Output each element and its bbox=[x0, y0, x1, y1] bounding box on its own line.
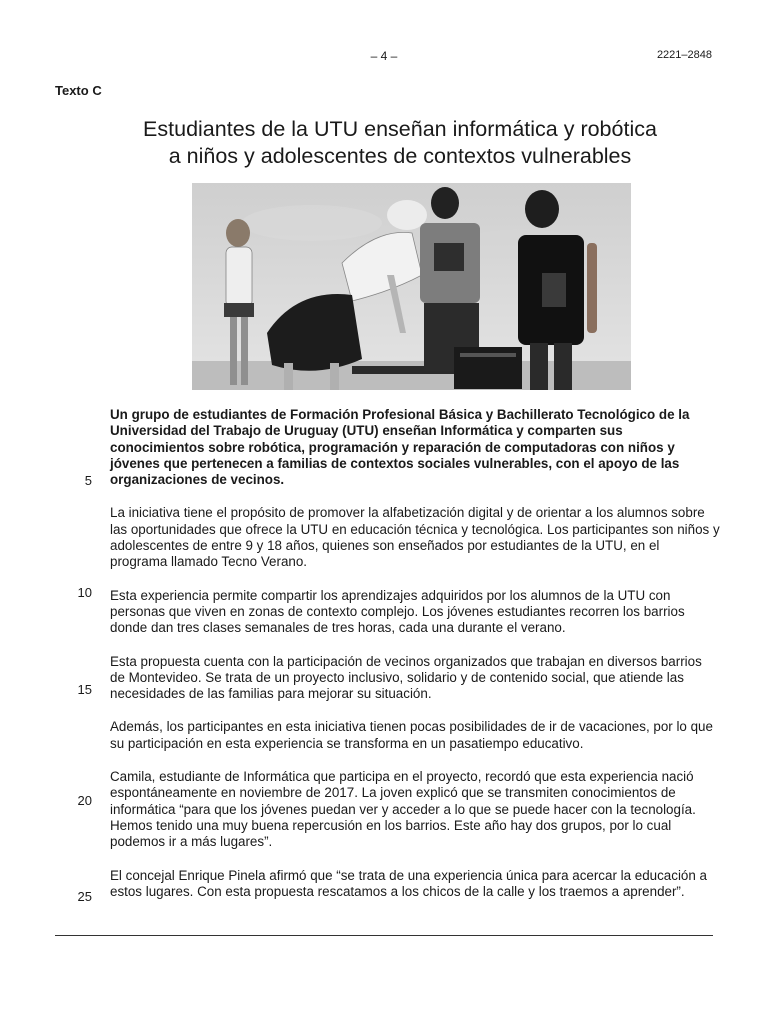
paragraph-2: Esta experiencia permite compartir los aprendizajes adquiridos por los alumnos de la UTU con personas que viven en zonas de contexto complejo. Los jóvenes estudiantes recorren los barrios donde dan tres clases semanales de tres horas, cada una durante el verano. bbox=[110, 587, 685, 636]
page-number: – 4 – bbox=[370, 49, 398, 63]
paragraph-4: Además, los participantes en esta iniciativa tienen pocas posibilidades de ir de vacaciones, por lo que su participación en esta experiencia se transforma en un pasatiempo educativo. bbox=[110, 719, 713, 751]
footer-rule bbox=[55, 935, 713, 936]
paragraph-3: Esta propuesta cuenta con la participación de vecinos organizados que trabajan en diversos barrios de Montevideo. Se trata de un proyecto inclusivo, solidario y de contenido social, que atiende las necesidades de las familias para mejorar su situación. bbox=[110, 653, 702, 702]
line-number-5: 5 bbox=[84, 473, 92, 488]
article-body bbox=[110, 407, 720, 917]
section-label: Texto C bbox=[55, 83, 102, 98]
lead-paragraph: Un grupo de estudiantes de Formación Profesional Básica y Bachillerato Tecnológico de la Universidad del Trabajo de Uruguay (UTU) enseñan Informática y comparten sus conocimientos sobre robótica, programación y reparación de computadoras con niños y jóvenes que pertenecen a familias de contextos sociales vulnerables, con el apoyo de las organizaciones de vecinos. bbox=[110, 407, 690, 488]
paragraph-5: Camila, estudiante de Informática que participa en el proyecto, recordó que esta experiencia nació espontáneamente en noviembre de 2017. La joven explicó que se transmiten conocimientos de informática “para que los jóvenes puedan ver y acceder a lo que se puede hacer con la tecnología. Hemos tenido una muy buena repercusión en los barrios. Este año hay dos grupos, por lo cual podemos ir a más lugares”. bbox=[110, 769, 696, 850]
article-title bbox=[60, 116, 740, 170]
paragraph-1: La iniciativa tiene el propósito de promover la alfabetización digital y de orientar a los alumnos sobre las oportunidades que ofrece la UTU en educación técnica y tecnológica. Los participantes son niños y adolescentes de entre 9 y 18 años, quienes son enseñados por estudiantes de la UTU, en el programa llamado Tecno Verano. bbox=[110, 505, 720, 570]
title-line-2: a niños y adolescentes de contextos vulnerables bbox=[168, 144, 632, 168]
exam-code: 2221–2848 bbox=[656, 49, 712, 61]
line-number-20: 20 bbox=[77, 793, 92, 808]
article-photo bbox=[192, 183, 631, 390]
paragraph-6: El concejal Enrique Pinela afirmó que “se trata de una experiencia única para acercar la educación a estos lugares. Con esta propuesta rescatamos a los chicos de la calle y los traemos a aprender”. bbox=[110, 867, 707, 899]
line-number-10: 10 bbox=[77, 585, 92, 600]
line-number-25: 25 bbox=[77, 889, 92, 904]
title-line-1: Estudiantes de la UTU enseñan informática y robótica bbox=[143, 117, 657, 141]
line-number-15: 15 bbox=[77, 682, 92, 697]
